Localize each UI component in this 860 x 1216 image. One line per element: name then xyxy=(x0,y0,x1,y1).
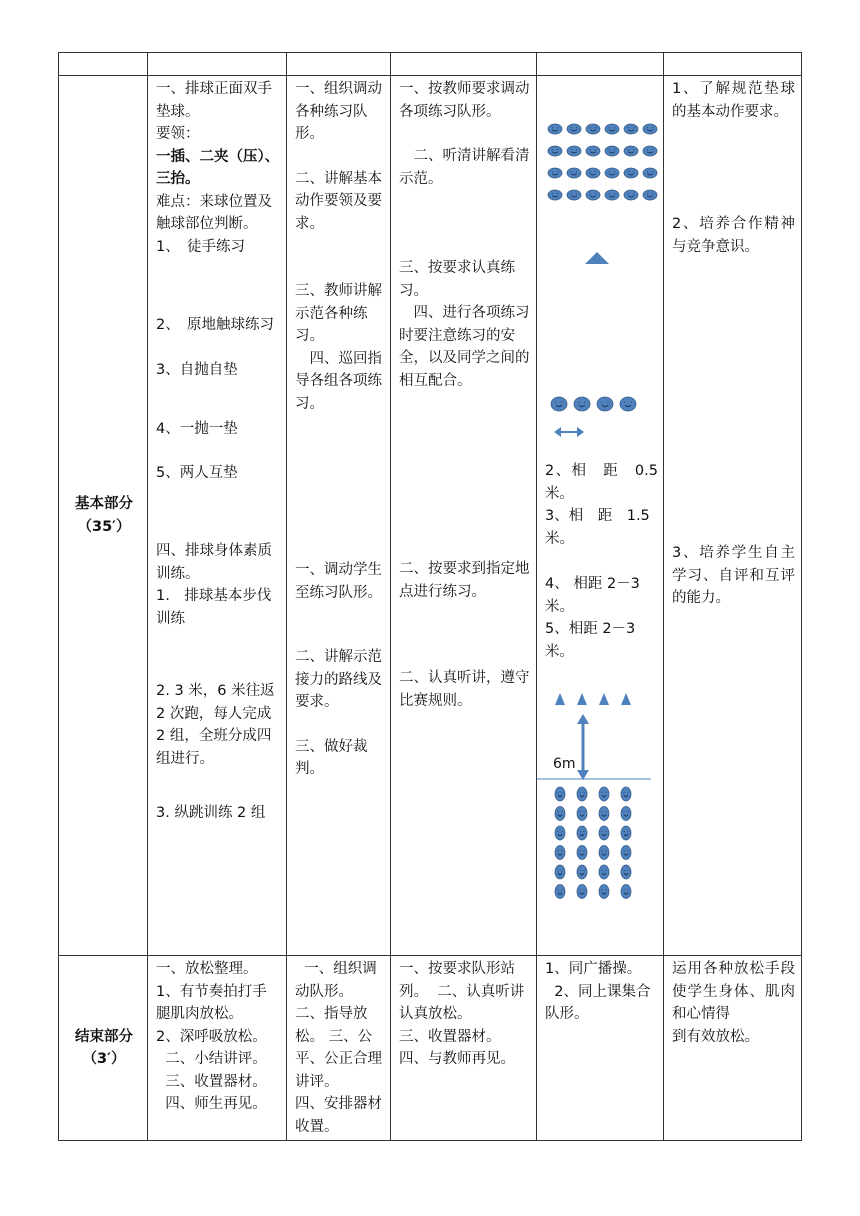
student-icon xyxy=(597,397,613,411)
student-icon xyxy=(643,168,657,178)
goal-item: 1、了解规范垫球的基本动作要求。 xyxy=(672,81,795,120)
distance-note: 2、相 距 0.5 米。 xyxy=(545,463,663,502)
teacher-triangle-icon xyxy=(585,252,609,264)
content-item: 3. 纵跳训练 2 组 xyxy=(156,805,266,821)
student-icon xyxy=(555,885,565,899)
student-item: 一、按教师要求调动各项练习队形。 xyxy=(399,81,530,120)
student-icon xyxy=(586,146,600,156)
content-item: 一、排球正面双手垫球。 xyxy=(156,81,272,120)
distance-label: 6m xyxy=(553,756,576,772)
distance-note: 3、相 距 1.5 米。 xyxy=(545,508,655,547)
content-item: 四、排球身体素质训练。 xyxy=(156,543,272,582)
teacher-cell xyxy=(287,956,391,1141)
section-time: （35′） xyxy=(77,518,131,535)
teacher-item: 四、巡回指导各组各项练习。 xyxy=(295,350,382,412)
student-icon xyxy=(555,787,565,801)
student-icon xyxy=(555,846,565,860)
teacher-item: 二、讲解示范接力的路线及要求。 xyxy=(295,649,382,710)
distance-note: 4、 相距 2－3 米。 xyxy=(545,576,645,615)
student-icon xyxy=(574,397,590,411)
end-organization: 1、同广播操。 2、同上课集合队形。 xyxy=(545,961,651,1022)
student-icon xyxy=(555,807,565,821)
student-icon xyxy=(605,190,619,200)
student-icon xyxy=(577,865,587,879)
students-formation-bottom xyxy=(555,787,631,899)
teacher-item: 二、讲解基本动作要领及要求。 xyxy=(295,170,382,232)
students-formation-top xyxy=(548,124,657,200)
student-icon xyxy=(577,846,587,860)
end-section-row xyxy=(59,956,802,1141)
student-icon xyxy=(555,826,565,840)
content-item: 2. 3 米，6 米往返 2 次跑，每人完成 2 组，全班分成四组进行。 xyxy=(156,683,280,767)
student-icon xyxy=(599,865,609,879)
student-icon xyxy=(577,826,587,840)
content-cell xyxy=(148,76,287,956)
student-icon xyxy=(548,190,562,200)
student-icon xyxy=(548,124,562,134)
student-icon xyxy=(599,846,609,860)
cone-markers xyxy=(555,693,631,705)
distance-arrow-icon xyxy=(577,714,589,780)
student-icon xyxy=(577,807,587,821)
double-arrow-icon xyxy=(554,427,584,437)
basic-section-row xyxy=(59,76,802,956)
content-item: 1、 徒手练习 xyxy=(156,238,245,255)
header-row xyxy=(59,53,802,76)
cone-icon xyxy=(577,693,587,705)
student-icon xyxy=(599,885,609,899)
student-icon xyxy=(567,168,581,178)
end-goals: 运用各种放松手段使学生身体、肌肉和心情得 到有效放松。 xyxy=(672,961,795,1045)
goal-item: 3、培养学生自主学习、自评和互评的能力。 xyxy=(672,545,795,606)
student-icon xyxy=(621,885,631,899)
student-icon xyxy=(605,124,619,134)
teacher-item: 三、教师讲解示范各种练习。 xyxy=(295,283,382,344)
students-pair-row xyxy=(551,397,636,411)
content-item: 3、自抛自垫 xyxy=(156,361,238,378)
content-item: 一插、二夹（压）、三抬。 xyxy=(156,148,280,187)
content-cell xyxy=(148,956,287,1141)
student-icon xyxy=(599,807,609,821)
student-icon xyxy=(621,807,631,821)
student-icon xyxy=(620,397,636,411)
student-icon xyxy=(643,146,657,156)
student-icon xyxy=(621,865,631,879)
content-item: 5、两人互垫 xyxy=(156,464,238,481)
student-icon xyxy=(567,146,581,156)
student-icon xyxy=(624,168,638,178)
cone-icon xyxy=(621,693,631,705)
student-item: 二、听清讲解看清示范。 xyxy=(399,148,530,187)
student-icon xyxy=(586,168,600,178)
student-icon xyxy=(586,124,600,134)
teacher-item: 一、组织调动各种练习队形。 xyxy=(295,81,382,142)
teacher-cell xyxy=(287,76,391,956)
student-cell xyxy=(391,956,537,1141)
cone-icon xyxy=(599,693,609,705)
student-item: 二、认真听讲，遵守比赛规则。 xyxy=(399,670,530,709)
section-name: 基本部分 xyxy=(75,496,133,512)
lesson-plan-table xyxy=(58,52,802,1141)
student-icon xyxy=(548,146,562,156)
student-icon xyxy=(624,124,638,134)
content-item: 难点：来球位置及触球部位判断。 xyxy=(156,193,272,232)
section-name: 结束部分 xyxy=(75,1028,133,1045)
content-item: 要领： xyxy=(156,126,200,142)
student-icon xyxy=(567,124,581,134)
student-item: 三、按要求认真练习。 xyxy=(399,260,515,299)
cone-icon xyxy=(555,693,565,705)
end-content: 一、放松整理。 1、有节奏拍打手腿肌肉放松。 2、深呼吸放松。 二、小结讲评。 三、收置器材。 四、师生再见。 xyxy=(156,961,267,1112)
organization-cell xyxy=(537,956,664,1141)
goals-cell xyxy=(664,76,802,956)
student-icon xyxy=(551,397,567,411)
student-icon xyxy=(567,190,581,200)
student-icon xyxy=(624,190,638,200)
student-icon xyxy=(586,190,600,200)
student-icon xyxy=(548,168,562,178)
student-icon xyxy=(643,190,657,200)
student-icon xyxy=(621,787,631,801)
goal-item: 2、培养合作精神与竞争意识。 xyxy=(672,216,795,255)
content-item: 2、 原地触球练习 xyxy=(156,317,274,333)
student-icon xyxy=(621,846,631,860)
section-label-end xyxy=(59,956,148,1141)
content-item: 4、一抛一垫 xyxy=(156,421,238,437)
goals-cell xyxy=(664,956,802,1141)
teacher-item: 三、做好裁判。 xyxy=(295,738,368,777)
content-item: 1. 排球基本步伐训练 xyxy=(156,588,272,627)
teacher-item: 一、调动学生至练习队形。 xyxy=(295,562,382,601)
student-icon xyxy=(555,865,565,879)
student-icon xyxy=(599,787,609,801)
student-item: 二、按要求到指定地点进行练习。 xyxy=(399,561,530,600)
end-student: 一、按要求队形站列。 二、认真听讲认真放松。 三、收置器材。 四、与教师再见。 xyxy=(399,961,525,1067)
end-teacher: 一、组织调动队形。 二、指导放松。 三、公平、公正合理讲评。 四、安排器材收置。 xyxy=(295,961,382,1135)
section-time: （3′） xyxy=(82,1051,126,1067)
student-item: 四、进行各项练习时要注意练习的安全，以及同学之间的相互配合。 xyxy=(399,305,530,389)
student-icon xyxy=(643,124,657,134)
student-cell xyxy=(391,76,537,956)
organization-cell xyxy=(537,76,664,956)
distance-note: 5、相距 2－3 米。 xyxy=(545,621,640,660)
student-icon xyxy=(605,168,619,178)
student-icon xyxy=(624,146,638,156)
student-icon xyxy=(621,826,631,840)
student-icon xyxy=(605,146,619,156)
student-icon xyxy=(577,787,587,801)
student-icon xyxy=(577,885,587,899)
section-label-basic xyxy=(59,76,148,956)
student-icon xyxy=(599,826,609,840)
